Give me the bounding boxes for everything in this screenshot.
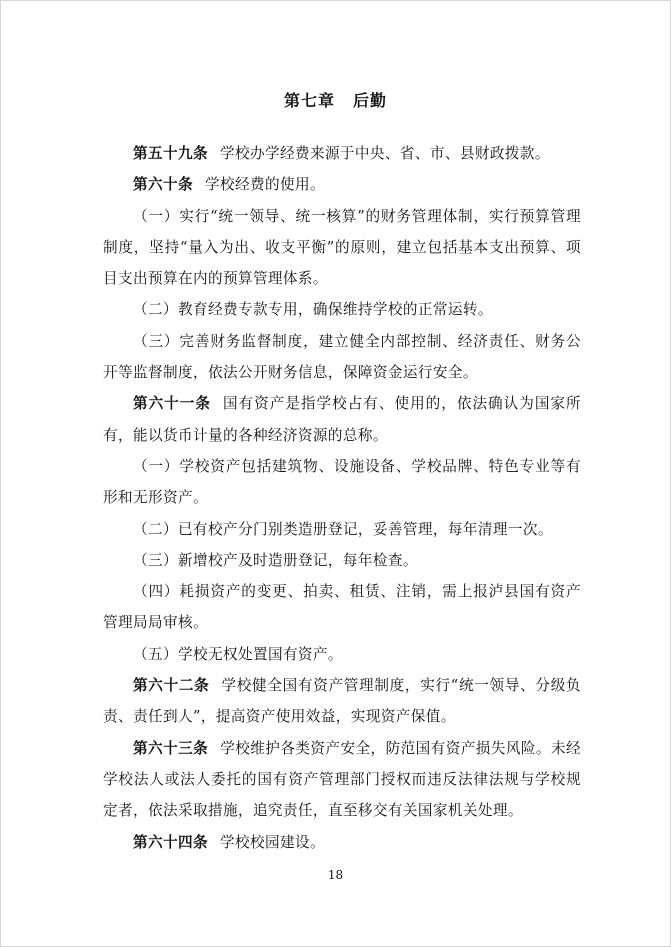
page-number: 18	[327, 868, 344, 882]
paragraph-article-61	[103, 388, 581, 451]
paragraph-text: （一）学校资产包括建筑物、设施设备、学校品牌、特色专业等有形和无形资产。	[103, 457, 581, 507]
paragraph-article-64	[103, 827, 581, 858]
paragraph-article-62	[103, 670, 581, 733]
paragraph-item	[103, 514, 581, 545]
paragraph-text: 学校办学经费来源于中央、省、市、县财政拨款。	[219, 145, 550, 162]
paragraph-text: （二）已有校产分门别类造册登记，妥善管理，每年清理一次。	[133, 520, 553, 538]
chapter-name: 后勤	[353, 91, 388, 110]
article-heading: 第六十条	[133, 176, 193, 194]
paragraph-item	[103, 201, 581, 295]
article-heading: 第六十四条	[133, 833, 208, 851]
paragraph-text: （五）学校无权处置国有资产。	[133, 645, 343, 663]
paragraph-text: （四）耗损资产的变更、拍卖、租赁、注销，需上报泸县国有资产管理局局审核。	[103, 583, 581, 632]
article-heading: 第六十三条	[133, 739, 209, 757]
article-heading: 第六十一条	[133, 395, 211, 413]
paragraph-text: （二）教育经费专款专用，确保维持学校的正常运转。	[133, 301, 493, 319]
paragraph-item	[103, 451, 581, 514]
paragraph-item	[103, 576, 581, 639]
paragraph-text: （三）完善财务监督制度，建立健全内部控制、经济责任、财务公开等监督制度，依法公开财务信息，保障资金运行安全。	[103, 332, 581, 382]
paragraph-item	[103, 326, 581, 389]
paragraph-text: 学校维护各类资产安全，防范国有资产损失风险。未经学校法人或法人委托的国有资产管理部门授权而违反法律法规与学校规定者，依法采取措施，追究责任，直至移交有关国家机关处理。	[103, 739, 581, 820]
paragraph-text: 学校健全国有资产管理制度，实行“统一领导、分级负责、责任到人”，提高资产使用效益，实现资产保值。	[103, 677, 581, 726]
paragraph-item	[103, 294, 581, 325]
paragraph-item	[103, 639, 581, 670]
paragraph-article-63	[103, 733, 581, 827]
article-heading: 第六十二条	[133, 677, 210, 695]
paragraph-article-59	[103, 138, 581, 169]
paragraph-text: （一）实行“统一领导、统一核算”的财务管理体制，实行预算管理制度，坚持“量入为出、收支平衡”的原则，建立包括基本支出预算、项目支出预算在内的预算管理体系。	[103, 207, 581, 288]
paragraph-item	[103, 545, 581, 576]
paragraph-article-60	[103, 169, 581, 200]
paragraph-text: 学校校园建设。	[219, 833, 325, 851]
chapter-number: 第七章	[283, 91, 335, 110]
paragraph-text: 国有资产是指学校占有、使用的，依法确认为国家所有，能以货币计量的各种经济资源的总称。	[103, 395, 581, 444]
paragraph-text: 学校经费的使用。	[204, 176, 325, 194]
paragraph-text: （三）新增校产及时造册登记，每年检查。	[133, 551, 418, 569]
article-heading: 第五十九条	[133, 145, 208, 162]
document-body	[103, 138, 581, 858]
chapter-title	[0, 88, 671, 111]
